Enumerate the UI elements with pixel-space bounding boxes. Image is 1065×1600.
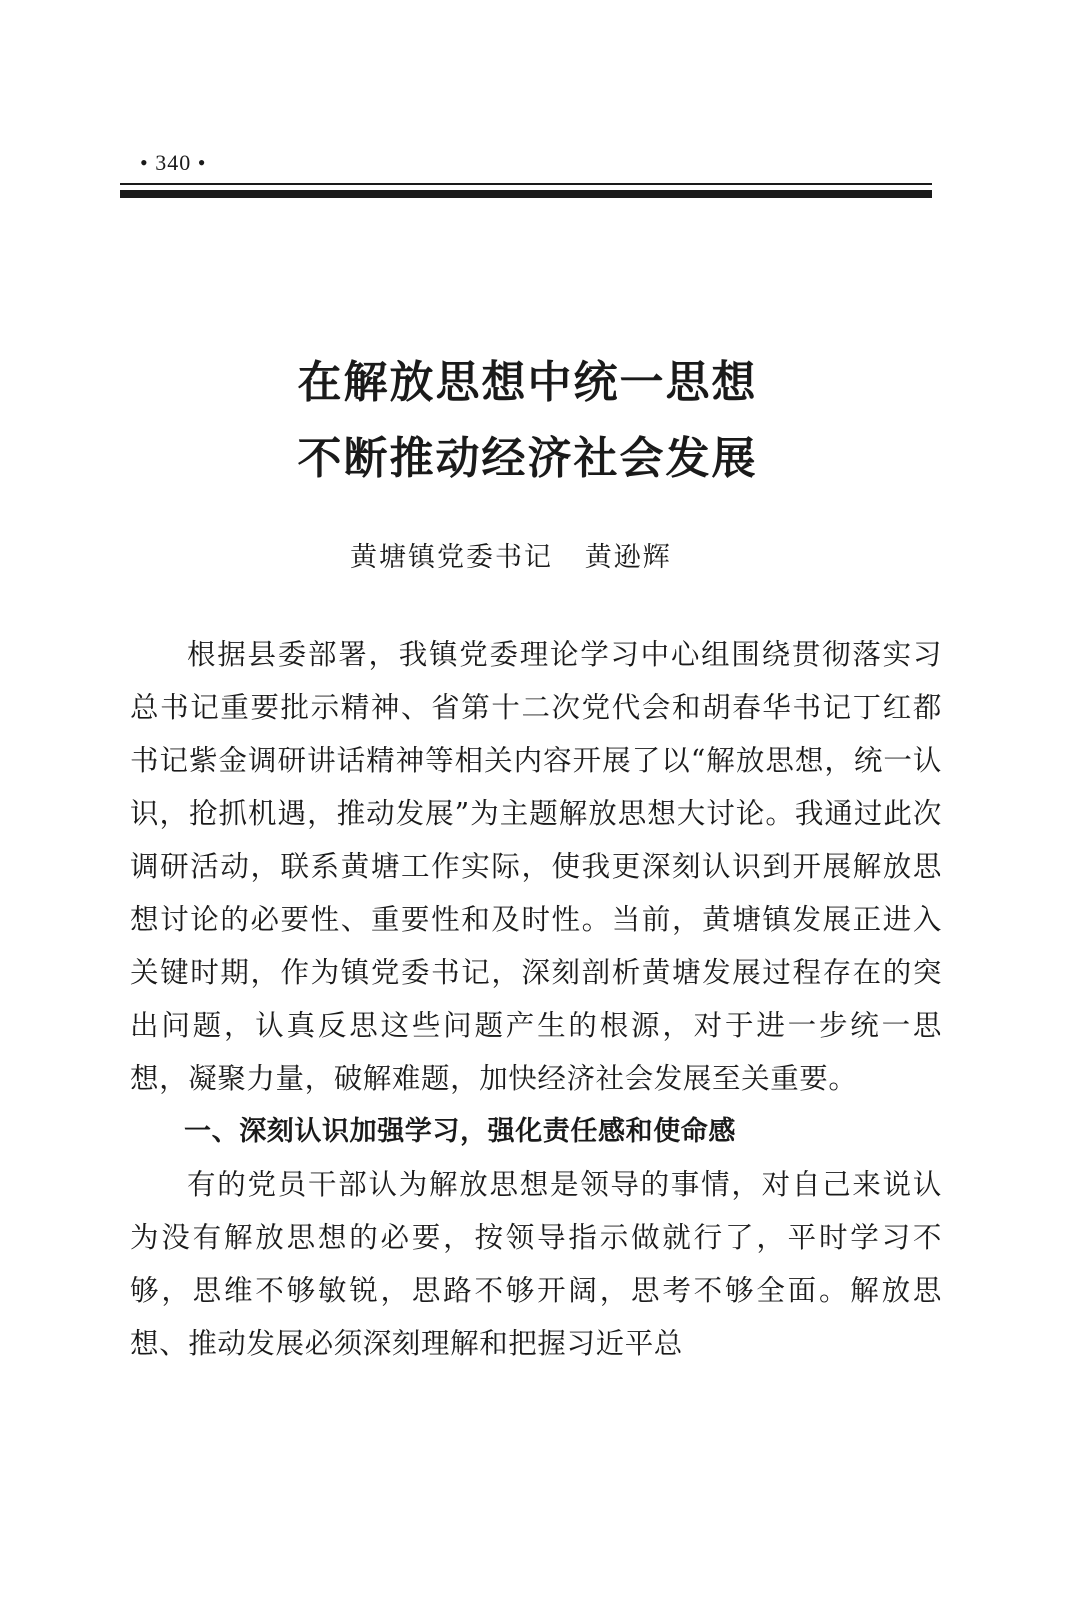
page-number: • 340 • — [140, 150, 207, 175]
article-title-line-2: 不断推动经济社会发展 — [297, 433, 758, 484]
header-rule-thin — [120, 183, 932, 185]
article-title-line-1: 在解放思想中统一思想 — [297, 357, 758, 408]
article-byline: 黄塘镇党委书记 黄逊辉 — [350, 542, 672, 573]
article-body — [130, 628, 942, 1370]
body-paragraph-1: 根据县委部署，我镇党委理论学习中心组围绕贯彻落实习总书记重要批示精神、省第十二次党代会和胡春华书记丁红都书记紫金调研讲话精神等相关内容开展了以“解放思想，统一认识，抢抓机遇，推动发展”为主题解放思想大讨论。我通过此次调研活动，联系黄塘工作实际，使我更深刻认识到开展解放思想讨论的必要性、重要性和及时性。当前，黄塘镇发展正进入关键时期，作为镇党委书记，深刻剖析黄塘发展过程存在的突出问题，认真反思这些问题产生的根源，对于进一步统一思想，凝聚力量，破解难题，加快经济社会发展至关重要。 — [130, 638, 942, 1095]
body-paragraph-2: 有的党员干部认为解放思想是领导的事情，对自己来说认为没有解放思想的必要，按领导指示做就行了，平时学习不够，思维不够敏锐，思路不够开阔，思考不够全面。解放思想、推动发展必须深刻理解和把握习近平总 — [130, 1168, 942, 1360]
header-rule-thick — [120, 190, 932, 198]
article-title — [0, 345, 1065, 497]
section-heading-1: 一、深刻认识加强学习，强化责任感和使命感 — [184, 1116, 736, 1147]
page-header — [0, 0, 1065, 210]
